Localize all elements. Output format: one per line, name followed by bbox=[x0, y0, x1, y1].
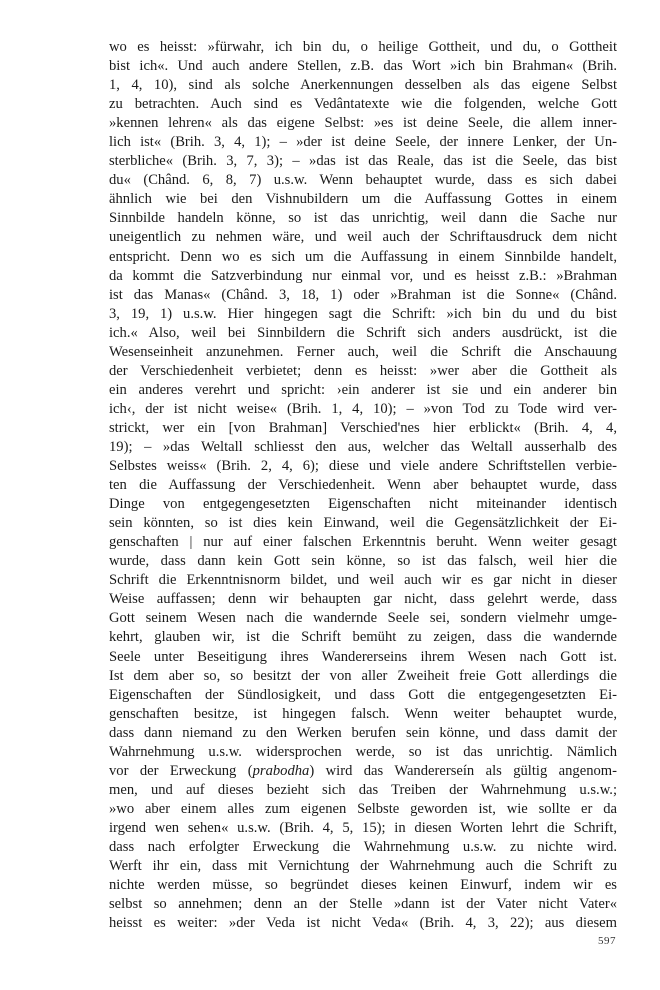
text-line: da kommt die Satzverbindung nur einmal vor, und es heisst z.B.: »Brahman bbox=[109, 267, 617, 284]
text-line: Wesenseinheit anzunehmen. Ferner auch, weil die Schrift die Anschauung bbox=[109, 343, 617, 360]
page-number: 597 bbox=[598, 935, 616, 947]
text-line: entspricht. Denn wo es sich um die Auffassung in einem Sinnbilde handelt, bbox=[109, 248, 617, 265]
text-line: selbst so annehmen; denn an der Stelle »dann ist der Vater nicht Vater« bbox=[109, 896, 617, 913]
text-line: Selbstes weiss« (Brih. 2, 4, 6); diese und viele andere Schriftstellen verbie- bbox=[109, 458, 617, 475]
text-line: Weise auffassen; denn wir behaupten gar nicht, dass gelehrt werde, dass bbox=[109, 591, 617, 608]
text-line: wo es heisst: »fürwahr, ich bin du, o heilige Gottheit, und du, o Gottheit bbox=[109, 39, 617, 55]
text-line: ein anderes verehrt und spricht: ›ein anderer ist sie und ein anderer bin bbox=[109, 381, 617, 398]
text-line: men, und auf dieses bezieht sich das Treiben der Wahrnehmung u.s.w.; bbox=[109, 781, 617, 798]
text-line: bist ich«. Und auch andere Stellen, z.B. das Wort »ich bin Brahman« (Brih. bbox=[109, 58, 617, 75]
text-line: ten die Auffassung der Verschiedenheit. Wenn aber behauptet wurde, dass bbox=[109, 477, 617, 494]
text-line: dass dann niemand zu den Werken berufen sein könne, und dass damit der bbox=[109, 724, 617, 741]
text-line: Eigenschaften der Sündlosigkeit, und dass Gott die entgegengesetzten Ei- bbox=[109, 686, 617, 703]
text-line: »wo aber einem alles zum eigenen Selbste geworden ist, wie sollte er da bbox=[109, 800, 617, 817]
text-line: Wahrnehmung u.s.w. widersprochen werde, so ist das unrichtig. Nämlich bbox=[109, 743, 617, 760]
text-line: Seele unter Beseitigung ihres Wandererseins ihrem Wesen nach Gott ist. bbox=[109, 648, 617, 665]
text-line: ist das Manas« (Chând. 3, 18, 1) oder »Brahman ist die Sonne« (Chând. bbox=[109, 286, 617, 303]
text-line: Schrift die Erkenntnisnorm bildet, und weil auch wir es gar nicht in dieser bbox=[109, 572, 617, 589]
text-line: du« (Chând. 6, 8, 7) u.s.w. Wenn behauptet wurde, dass es sich dabei bbox=[109, 172, 617, 189]
text-line: dass nach erfolgter Erweckung die Wahrnehmung u.s.w. zu nichte wird. bbox=[109, 838, 617, 855]
text-line: wurde, dass dann kein Gott sein könne, so ist das falsch, weil hier die bbox=[109, 553, 617, 570]
text-line: genschaften | nur auf einer falschen Erkenntnis beruht. Wenn weiter gesagt bbox=[109, 534, 617, 551]
text-line: kehrt, glauben wir, ist die Schrift bemüht zu zeigen, dass die wandernde bbox=[109, 629, 617, 646]
text-line: irgend wen sehen« u.s.w. (Brih. 4, 5, 15); in diesen Worten lehrt die Schrift, bbox=[109, 819, 617, 836]
text-line: heisst es weiter: »der Veda ist nicht Veda« (Brih. 4, 3, 22); aus diesem bbox=[109, 915, 617, 932]
text-line: strickt, wer ein [von Brahman] Verschied'nes hier erblickt« (Brih. 4, 4, bbox=[109, 419, 617, 436]
text-line: ähnlich wie bei den Vishnubildern um die Auffassung Gottes in einem bbox=[109, 191, 617, 208]
text-line: Sinnbilde handeln könne, so ist das unrichtig, weil dann die Sache nur bbox=[109, 210, 617, 227]
text-line: 3, 19, 1) u.s.w. Hier hingegen sagt die Schrift: »ich bin du und du bist bbox=[109, 305, 617, 322]
text-line: vor der Erweckung (prabodha) wird das Wandererseín als gültig angenom- bbox=[109, 762, 617, 779]
text-line: lich ist« (Brih. 3, 4, 1); – »der ist deine Seele, der innere Lenker, der Un- bbox=[109, 134, 617, 151]
italic-term: prabodha bbox=[252, 762, 310, 779]
text-line: Ist dem aber so, so besitzt der von aller Zweiheit freie Gott allerdings die bbox=[109, 667, 617, 684]
text-line: »kennen lehren« als das eigene Selbst: »es ist deine Seele, die allem inner- bbox=[109, 115, 617, 132]
body-text bbox=[109, 38, 617, 933]
text-line: zu betrachten. Auch sind es Vedântatexte wie die folgenden, welche Gott bbox=[109, 96, 617, 113]
text-line: Gott seinem Wesen nach die wandernde Seele sei, sondern vielmehr umge- bbox=[109, 610, 617, 627]
text-line: ich.« Also, weil bei Sinnbildern die Schrift sich anders ausdrückt, ist die bbox=[109, 324, 617, 341]
text-line: Dinge von entgegengesetzten Eigenschaften nicht miteinander identisch bbox=[109, 496, 617, 513]
text-line: uneigentlich zu nehmen wäre, und weil auch der Schriftausdruck dem nicht bbox=[109, 229, 617, 246]
text-line: ich‹, der ist nicht weise« (Brih. 1, 4, 10); – »von Tod zu Tode wird ver- bbox=[109, 400, 617, 417]
text-line: genschaften besitze, ist hingegen falsch. Wenn weiter behauptet wurde, bbox=[109, 705, 617, 722]
text-line: 19); – »das Weltall schliesst den aus, welcher das Weltall ausserhalb des bbox=[109, 438, 617, 455]
text-line: 1, 4, 10), sind als solche Anerkennungen desselben als das eigene Selbst bbox=[109, 77, 617, 94]
text-line: der Verschiedenheit verbietet; denn es heisst: »wer aber die Gottheit als bbox=[109, 362, 617, 379]
text-line: nichte werden müsse, so begründet dieses keinen Einwurf, indem wir es bbox=[109, 877, 617, 894]
text-line: sein könnten, so ist dies kein Einwand, weil die Gegensätzlichkeit der Ei- bbox=[109, 515, 617, 532]
text-line: Werft ihr ein, dass mit Vernichtung der Wahrnehmung auch die Schrift zu bbox=[109, 858, 617, 875]
text-line: sterbliche« (Brih. 3, 7, 3); – »das ist das Reale, das ist die Seele, das bist bbox=[109, 153, 617, 170]
